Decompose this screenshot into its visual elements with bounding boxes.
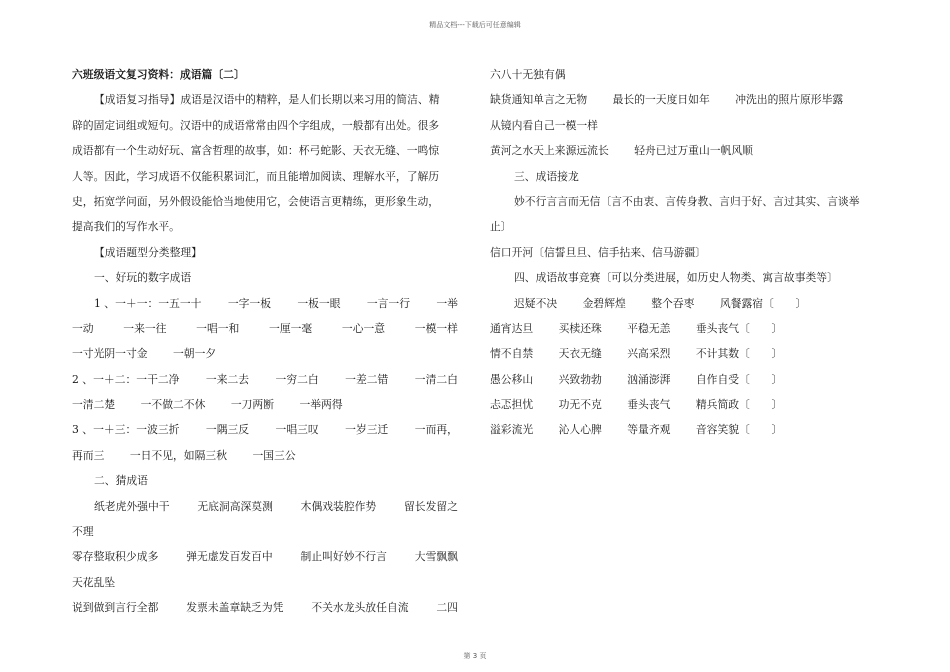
page-number: 第 3 页 [463,652,487,660]
story-idiom: 汹涌澎湃 [627,372,671,386]
story-idiom: 金碧辉煌 [582,296,626,310]
story-row [490,295,882,320]
idiom: 一动 [72,321,94,335]
riddle: 冲洗出的照片原形毕露 [735,93,844,107]
story-idiom: 情不自禁 [490,347,534,361]
idiom: 一隅三反 [205,423,250,437]
story-idiom: 等量齐观 [627,423,671,437]
story-idiom: 忐忑担忧 [490,398,534,412]
section-heading: 三、成语接龙 [514,169,579,183]
riddle-row [72,574,458,599]
jielong-line: 信口开河〔信誓旦旦、信手拈来、信马游疆〕 [490,245,706,259]
riddle: 二四 [436,601,458,615]
riddle: 黄河之水天上来源远流长 [490,144,609,158]
intro-line: 【成语复习指导】成语是汉语中的精粹，是人们长期以来习用的简洁、精 [94,93,440,107]
section-heading: 一、好玩的数字成语 [94,271,192,285]
idiom-row [72,396,458,421]
story-row [490,396,882,421]
idiom: 一字一板 [227,296,271,310]
idiom: 一来二去 [205,372,250,386]
idiom: 一寸光阴一寸金 [72,347,148,361]
riddle-row [72,498,458,523]
story-idiom: 通宵达旦 [490,321,534,335]
idiom-row [72,371,458,396]
story-row [490,320,882,345]
classify-heading: 【成语题型分类整理】 [94,245,202,259]
story-row [490,345,882,370]
idiom: 一刀两断 [230,398,275,412]
intro-line: 成语都有一个生动好玩、富含哲理的故事，如：杯弓蛇影、天衣无缝、一鸣惊 [72,144,440,158]
jielong-line: 妙不行言言而无信〔言不由衷、言传身教、言归于好、言过其实、言谈举 [514,194,860,208]
story-idiom: 精兵简政〔 〕 [695,398,783,412]
idiom: 一模一样 [414,321,458,335]
riddle: 制止叫好妙不行言 [300,550,387,564]
jielong-line: 止〕 [490,220,512,234]
riddle: 天花乱坠 [72,575,116,589]
idiom: 1 、一＋一：一五一十 [94,296,202,310]
story-idiom: 买椟还珠 [558,321,602,335]
story-idiom: 风餐露宿〔 〕 [719,296,807,310]
idiom: 一来一往 [123,321,167,335]
story-idiom: 溢彩流光 [490,423,534,437]
page-header: 精品文档---下载后可任意编辑 [429,21,521,29]
riddle: 发票未盖章缺乏为凭 [186,601,284,615]
riddle-row [72,523,458,548]
riddle: 零存整取积少成多 [72,550,159,564]
idiom: 一清二白 [414,372,458,386]
idiom-row [72,447,458,472]
riddle: 弹无虚发百发百中 [186,550,273,564]
riddle-row [72,599,458,624]
idiom: 2 、一＋二：一干二净 [72,372,180,386]
story-idiom: 垂头丧气〔 〕 [695,321,783,335]
riddle-row: 从镜内看自己一模一样 [490,118,598,132]
section-heading: 四、成语故事竞赛〔可以分类进展，如历史人物类、寓言故事类等〕 [514,271,838,285]
intro-line: 提高我们的写作水平。 [72,220,180,234]
left-column [72,66,458,625]
story-idiom: 平稳无恙 [627,321,671,335]
story-idiom: 愚公移山 [490,372,534,386]
riddle-row [490,142,882,167]
idiom: 一穷二白 [275,372,319,386]
idiom-row [72,295,458,320]
story-idiom: 兴高采烈 [627,347,671,361]
idiom: 一举 [436,296,458,310]
riddle: 轻舟已过万重山一帆风顺 [634,144,753,158]
story-idiom: 音容笑貌〔 〕 [695,423,783,437]
riddle-row [490,91,882,116]
story-idiom: 迟疑不决 [514,296,558,310]
idiom: 一心一意 [341,321,386,335]
intro-line: 辟的固定词组或短句。汉语中的成语常常由四个字组成，一般都有出处。很多 [72,118,440,132]
riddle: 不关水龙头放任自流 [311,601,409,615]
story-idiom: 垂头丧气 [627,398,671,412]
story-row [490,371,882,396]
idiom: 一不做二不休 [140,398,206,412]
story-idiom: 不计其数〔 〕 [695,347,783,361]
idiom: 一岁三迁 [345,423,389,437]
intro-line: 史，拓宽学问面，另外假设能恰当地使用它，会使语言更精练，更形象生动， [72,194,440,208]
story-idiom: 自作自受〔 〕 [695,372,783,386]
riddle: 留长发留之 [403,499,458,513]
riddle: 无底洞高深莫测 [197,499,273,513]
idiom: 一日不见，如隔三秋 [129,448,227,462]
idiom-row [72,421,458,446]
riddle-row [72,548,458,573]
idiom-row [72,320,458,345]
story-idiom: 功无不克 [558,398,602,412]
document-title: 六班级语文复习资料：成语篇〔二〕 [72,68,245,81]
idiom: 一清二楚 [72,398,116,412]
story-idiom: 兴致勃勃 [558,372,602,386]
section-heading: 二、猜成语 [94,474,148,488]
riddle-row: 六八十无独有偶 [490,68,566,81]
idiom: 一板一眼 [297,296,341,310]
idiom: 一朝一夕 [173,347,217,361]
idiom: 再而三 [72,448,105,462]
riddle: 不理 [72,525,94,539]
intro-line: 人等。因此，学习成语不仅能积累词汇，而且能增加阅读、理解水平，了解历 [72,169,440,183]
idiom: 一唱一和 [196,321,240,335]
right-column [490,66,882,447]
story-idiom: 天衣无缝 [558,347,602,361]
riddle: 缺货通知单言之无物 [490,93,588,107]
story-idiom: 整个吞枣 [651,296,695,310]
idiom: 一厘一毫 [269,321,313,335]
idiom: 一国三公 [252,448,296,462]
story-idiom: 沁人心脾 [558,423,602,437]
idiom: 一而再， [414,423,458,437]
riddle: 纸老虎外强中干 [94,499,170,513]
idiom: 一唱三叹 [275,423,319,437]
riddle: 木偶戏装腔作势 [300,499,377,513]
idiom: 一举两得 [299,398,343,412]
idiom: 一言一行 [366,296,411,310]
idiom: 3 、一＋三：一波三折 [72,423,180,437]
idiom-row [72,345,458,370]
story-row [490,421,882,446]
idiom: 一差二错 [345,372,389,386]
riddle: 说到做到言行全都 [72,601,159,615]
riddle: 最长的一天度日如年 [612,93,710,107]
riddle: 大雪飘飘 [414,550,458,564]
